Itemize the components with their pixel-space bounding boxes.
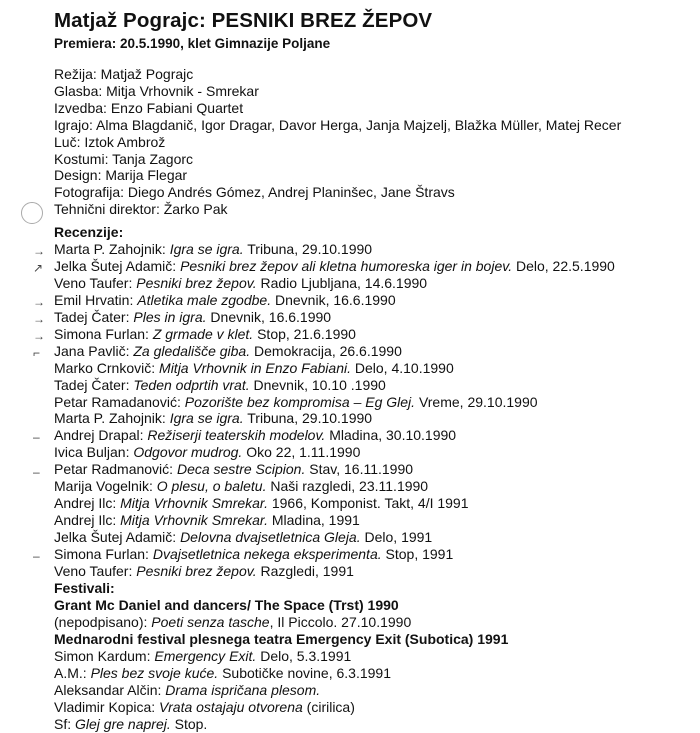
review-author: A.M.: [54,664,91,681]
review-line [54,410,615,427]
review-work: Glej gre naprej. [75,715,171,732]
festivals-heading: Festivali: [54,580,115,597]
review-author: (nepodpisano): [54,613,152,630]
review-work: Dvajsetletnica nekega eksperimenta. [152,546,382,563]
margin-tick-icon: – [33,465,40,479]
credit-line: Igrajo: Alma Blagdanič, Igor Dragar, Davor Herga, Janja Majzelj, Blažka Müller, Matej Recer [54,116,622,133]
review-line [54,377,615,394]
review-line [54,478,615,495]
review-line [54,360,615,377]
review-line [54,461,615,478]
review-work: Mitja Vrhovnik Smrekar. [120,495,268,512]
punch-hole [21,202,43,224]
review-author: Marija Vogelnik: [54,478,157,495]
review-work: Emergency Exit. [154,647,257,664]
review-source: Dnevnik, 16.6.1990 [271,291,396,308]
margin-tick-icon: → [33,329,45,343]
review-work: Drama ispričana plesom. [165,681,321,698]
review-work: Mitja Vrhovnik Smrekar. [120,512,268,529]
credit-line: Režija: Matjaž Pograjc [54,66,194,82]
festival-review-line [54,699,615,716]
review-line [54,394,615,411]
review-source: Mladina, 1991 [267,512,360,529]
review-author: Veno Taufer: [54,274,137,291]
review-author: Veno Taufer: [54,563,137,580]
review-work: Pesniki brez žepov. [136,563,257,580]
review-work: Teden odprtih vrat. [133,376,250,393]
credit-line: Kostumi: Tanja Zagorc [54,150,194,167]
page-title: Matjaž Pograjc: PESNIKI BREZ ŽEPOV [54,9,433,32]
review-line [54,309,615,326]
review-author: Aleksandar Alčin: [54,681,166,698]
festival-review-line [54,665,615,682]
margin-tick-icon: ↗ [33,261,44,275]
review-line [54,546,615,563]
review-line [54,427,615,444]
margin-tick-icon: – [33,549,40,563]
review-line [54,495,615,512]
review-work: Pesniki brez žepov ali kletna humoreska iger in bojev. [180,257,513,274]
review-source: (cirilica) [302,698,355,715]
review-source: Tribuna, 29.10.1990 [243,240,373,257]
review-work: Mitja Vrhovnik in Enzo Fabiani. [159,359,351,376]
review-source: Razgledi, 1991 [256,563,354,580]
review-source: Stop. [170,715,208,732]
credit-line: Izvedba: Enzo Fabiani Quartet [54,99,244,116]
review-source: Delo, 5.3.1991 [256,647,352,664]
credit-line: Tehnični direktor: Žarko Pak [54,201,228,218]
festival-review-line [54,614,615,631]
review-line [54,444,615,461]
margin-tick-icon: ⌐ [33,346,41,360]
review-author: Jana Pavlič: [54,342,134,359]
margin-tick-icon: → [33,244,45,258]
review-author: Andrej Drapal: [54,427,148,444]
premiere-line: Premiera: 20.5.1990, klet Gimnazije Poljane [54,36,331,51]
review-source: Demokracija, 26.6.1990 [250,342,402,359]
review-source: 1966, Komponist. Takt, 4/I 1991 [267,495,469,512]
review-source: Subotičke novine, 6.3.1991 [218,664,391,681]
review-line [54,563,615,580]
review-line [54,275,615,292]
review-author: Simona Furlan: [54,546,153,563]
review-work: Odgovor mudrog. [133,444,243,461]
review-source: Dnevnik, 16.6.1990 [206,308,332,325]
margin-tick-icon: → [33,295,45,309]
review-work: Igra se igra. [169,410,244,427]
margin-tick-icon: – [33,430,40,444]
festival-review-line [54,716,615,733]
review-source: Delo, 4.10.1990 [350,359,454,376]
review-line [54,292,615,309]
review-author: Sf: [54,715,76,732]
review-author: Simon Kardum: [54,647,155,664]
review-work: Režiserji teaterskih modelov. [147,427,326,444]
review-author: Emil Hrvatin: [54,291,138,308]
review-author: Marko Crnkovič: [54,359,160,376]
review-author: Marta P. Zahojnik: [54,240,170,257]
review-work: Vrata ostajaju otvorena [159,698,303,715]
review-work: Deca sestre Scipion. [176,461,306,478]
review-source: Vreme, 29.10.1990 [415,393,538,410]
review-author: Tadej Čater: [54,376,134,393]
review-work: Ples bez svoje kuće. [90,664,219,681]
review-line [54,343,615,360]
festival-title: Grant Mc Daniel and dancers/ The Space (Trst) 1990 [54,596,399,613]
review-source: , Il Piccolo. 27.10.1990 [269,613,412,630]
review-source: Mladina, 30.10.1990 [325,427,457,444]
credit-line: Glasba: Mitja Vrhovnik - Smrekar [54,82,259,99]
review-work: Igra se igra. [169,240,244,257]
review-author: Jelka Šutej Adamič: [54,529,181,546]
review-work: Pesniki brez žepov. [136,274,257,291]
review-author: Andrej Ilc: [54,495,121,512]
review-work: Poeti senza tasche [151,613,270,630]
reviews-section [54,224,615,733]
review-source: Tribuna, 29.10.1990 [243,410,373,427]
review-work: Atletika male zgodbe. [137,291,272,308]
review-author: Petar Radmanović: [54,461,177,478]
review-author: Simona Furlan: [54,325,153,342]
credit-line: Luč: Iztok Ambrož [54,133,166,150]
review-line [54,258,615,275]
review-source: Oko 22, 1.11.1990 [242,444,361,461]
credit-line: Fotografija: Diego Andrés Gómez, Andrej Planinšec, Jane Štravs [54,184,455,201]
festival-review-line [54,682,615,699]
review-author: Jelka Šutej Adamič: [54,257,181,274]
review-author: Petar Ramadanović: [54,393,185,410]
review-work: Pozorište bez kompromisa – Eg Glej. [184,393,416,410]
review-work: Delovna dvajsetletnica Gleja. [180,529,361,546]
review-source: Radio Ljubljana, 14.6.1990 [256,274,428,291]
review-line [54,326,615,343]
review-line [54,529,615,546]
margin-tick-icon: → [33,312,45,326]
review-source: Dnevnik, 10.10 .1990 [249,376,386,393]
review-author: Ivica Buljan: [54,444,134,461]
review-work: Ples in igra. [133,308,207,325]
credit-line: Design: Marija Flegar [54,167,188,184]
review-author: Marta P. Zahojnik: [54,410,170,427]
review-author: Andrej Ilc: [54,512,121,529]
festival-title: Mednarodni festival plesnega teatra Emergency Exit (Subotica) 1991 [54,630,509,647]
review-source: Stav, 16.11.1990 [305,461,414,478]
review-work: Za gledališče giba. [133,342,251,359]
review-source: Delo, 1991 [360,529,433,546]
review-source: Stop, 1991 [381,546,454,563]
review-work: Z grmade v klet. [152,325,254,342]
review-author: Tadej Čater: [54,308,134,325]
review-line [54,512,615,529]
reviews-heading: Recenzije: [54,224,124,240]
review-line [54,241,615,258]
review-author: Vladimir Kopica: [54,698,160,715]
review-source: Naši razgledi, 23.11.1990 [266,478,429,495]
festival-review-line [54,648,615,665]
review-source: Delo, 22.5.1990 [512,257,615,274]
credits-list [54,66,621,218]
review-source: Stop, 21.6.1990 [253,325,356,342]
review-work: O plesu, o baletu. [156,478,267,495]
